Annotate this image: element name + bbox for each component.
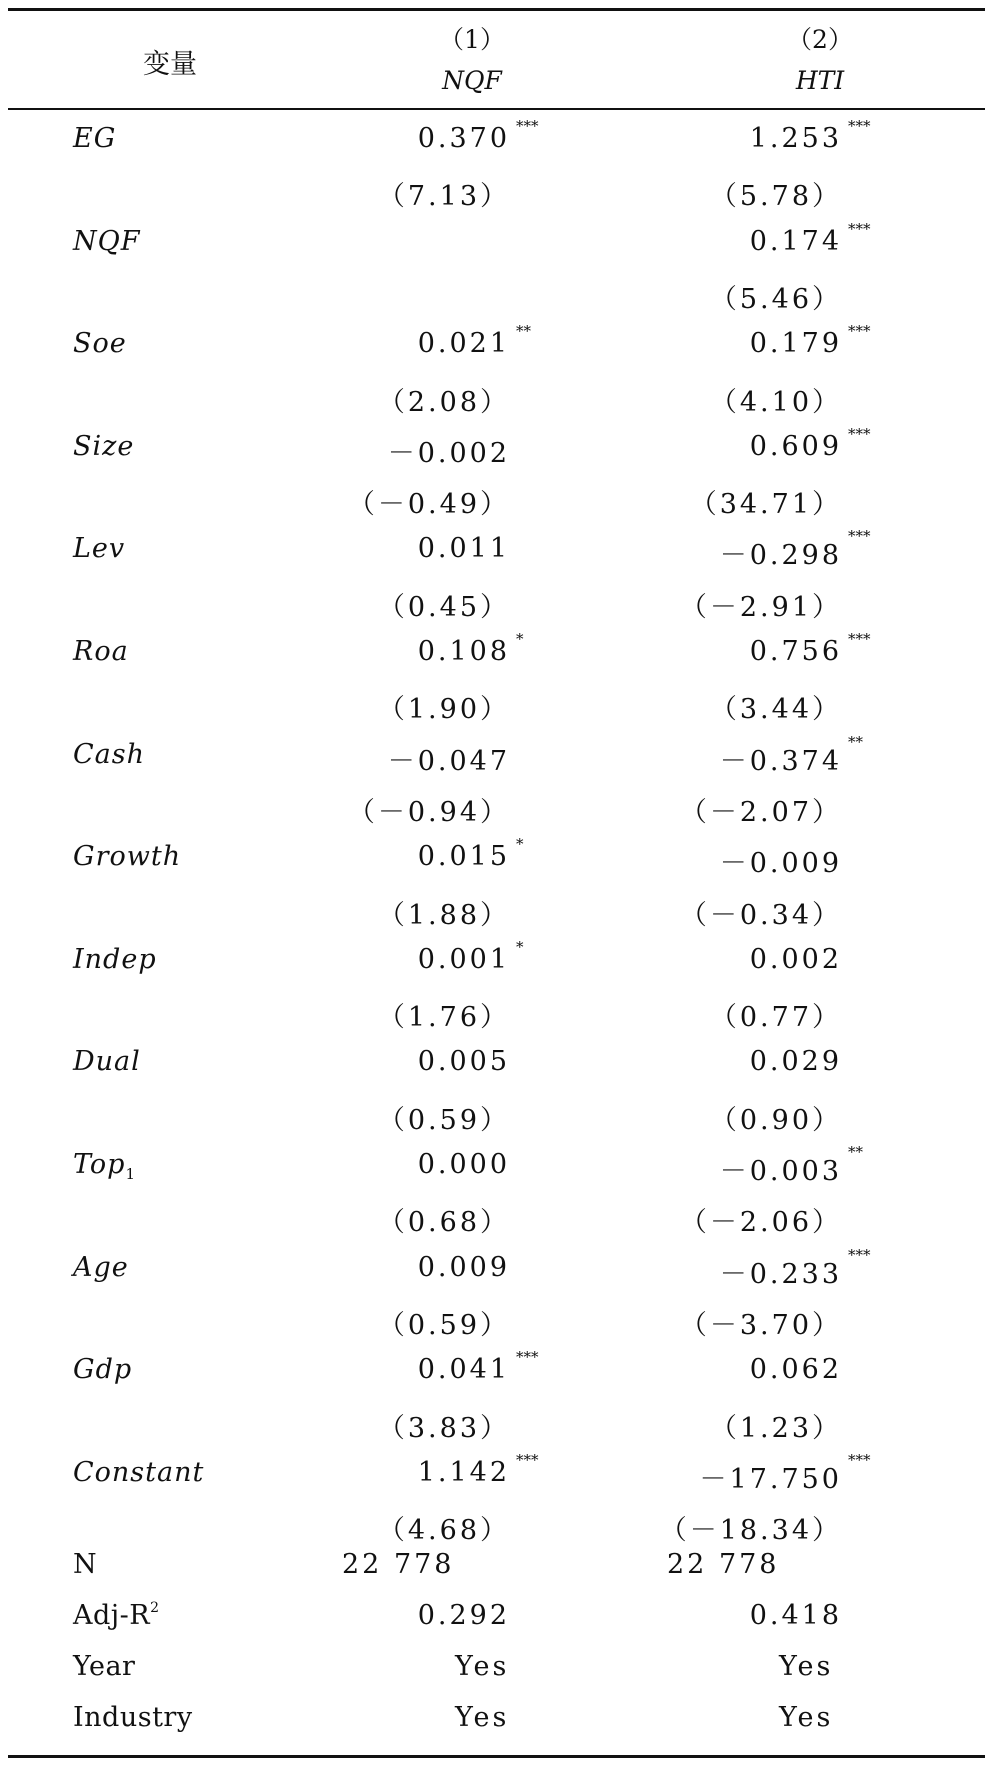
cell-col1 <box>378 1098 510 1137</box>
cell-value: （0.77） <box>709 1002 842 1034</box>
cell-value: 0.011 <box>417 533 510 565</box>
cell-col1 <box>378 995 510 1034</box>
cell-value: （－2.91） <box>679 591 842 623</box>
cell-col2 <box>719 1245 871 1291</box>
row-label <box>73 328 127 359</box>
cell-value: 0.041 <box>417 1354 510 1386</box>
row-label-text: Gdp <box>73 1354 133 1386</box>
cell-col2 <box>710 277 842 316</box>
header-rule <box>8 108 985 110</box>
row-label-text: Roa <box>73 636 129 667</box>
cell-value: 0.108 <box>417 636 510 667</box>
cell-value: －0.003 <box>719 1156 842 1187</box>
table-row <box>0 729 992 781</box>
cell-value: －0.374 <box>719 745 842 777</box>
significance-stars: *** <box>848 1450 871 1469</box>
cell-value: 0.002 <box>749 943 842 975</box>
cell-value: （1.90） <box>377 694 510 726</box>
row-label-text: Growth <box>73 841 182 873</box>
cell-value: 1.142 <box>417 1456 510 1488</box>
cell-col1: Yes <box>455 1702 510 1733</box>
cell-col1: 22 778 <box>342 1549 455 1580</box>
row-label <box>73 1600 160 1631</box>
cell-value: －0.233 <box>719 1258 842 1290</box>
cell-col2 <box>690 482 842 521</box>
cell-value: （0.45） <box>377 591 510 623</box>
cell-value: 0.609 <box>749 430 842 462</box>
cell-col1 <box>348 790 510 829</box>
table-row <box>0 831 992 883</box>
cell-col1 <box>417 1348 539 1386</box>
adj-r-superscript: 2 <box>150 1600 160 1616</box>
cell-col2 <box>749 117 871 154</box>
table-row <box>0 164 992 216</box>
cell-col2 <box>719 732 863 778</box>
cell-value: （－18.34） <box>659 1515 842 1547</box>
row-label: Year <box>73 1651 136 1682</box>
significance-stars: * <box>516 937 524 956</box>
cell-value: －0.002 <box>387 437 510 469</box>
significance-stars: *** <box>848 117 871 135</box>
cell-value: 1.253 <box>749 123 842 154</box>
significance-stars: *** <box>848 630 871 648</box>
table-row <box>0 1190 992 1242</box>
table-row <box>0 626 992 678</box>
row-label <box>73 944 157 975</box>
cell-col1 <box>417 1450 539 1488</box>
cell-value: （－0.34） <box>679 899 842 931</box>
row-label-subscript: 1 <box>125 1165 136 1183</box>
significance-stars: ** <box>848 732 863 751</box>
cell-value: 0.756 <box>749 636 842 667</box>
cell-col1 <box>417 322 531 360</box>
cell-col2 <box>719 527 871 572</box>
cell-col1 <box>378 380 510 419</box>
cell-value: （－3.70） <box>679 1309 842 1341</box>
significance-stars: *** <box>848 424 871 443</box>
row-label <box>73 1149 136 1183</box>
cell-col1 <box>388 739 510 778</box>
row-label-text: Soe <box>73 328 127 360</box>
row-label-text: Age <box>73 1251 129 1283</box>
cell-value: （4.68） <box>377 1515 510 1547</box>
row-label <box>73 123 116 154</box>
row-label <box>73 739 145 770</box>
cell-value: （7.13） <box>377 181 510 213</box>
cell-col2 <box>710 380 842 419</box>
row-label-text: Lev <box>73 533 126 565</box>
top-rule <box>8 8 985 11</box>
bottom-rule <box>8 1755 985 1758</box>
cell-col2 <box>750 1354 842 1385</box>
row-label <box>73 431 134 462</box>
row-label <box>73 1252 129 1283</box>
cell-value: 0.009 <box>417 1251 510 1283</box>
cell-col1 <box>418 533 510 564</box>
table-row <box>0 1036 992 1088</box>
row-label: Industry <box>73 1702 193 1733</box>
cell-col2 <box>680 893 842 932</box>
cell-value: （1.23） <box>709 1412 842 1444</box>
cell-value: 0.005 <box>417 1046 510 1078</box>
table-row <box>0 1293 992 1345</box>
cell-value: （34.71） <box>689 489 842 521</box>
column-2-number: （2） <box>787 25 853 54</box>
cell-col2 <box>750 1046 842 1077</box>
significance-stars: *** <box>516 117 539 135</box>
row-label: N <box>73 1549 98 1580</box>
cell-value: （－0.49） <box>347 489 510 521</box>
cell-value: 0.021 <box>417 328 510 360</box>
cell-col2 <box>749 322 871 360</box>
cell-value: （－0.94） <box>347 796 510 828</box>
cell-value: （0.59） <box>377 1309 510 1341</box>
cell-col1 <box>378 893 510 932</box>
table-row-industry <box>0 1692 992 1744</box>
cell-col1 <box>417 835 524 873</box>
cell-value: （2.08） <box>377 386 510 418</box>
significance-stars: *** <box>848 322 871 341</box>
cell-col2 <box>749 219 871 257</box>
cell-col2 <box>710 995 842 1034</box>
table-row <box>0 985 992 1037</box>
table-row <box>0 472 992 524</box>
cell-value: （0.90） <box>709 1104 842 1136</box>
cell-col1 <box>417 117 539 154</box>
row-label <box>73 1354 132 1385</box>
cell-col1 <box>418 1149 510 1180</box>
row-label-text: Indep <box>73 943 157 975</box>
significance-stars: *** <box>848 1245 871 1264</box>
cell-value: （5.78） <box>709 181 842 213</box>
row-label-text: Constant <box>73 1456 205 1488</box>
adj-r-text: Adj-R <box>73 1600 151 1631</box>
cell-value: 0.029 <box>749 1046 842 1078</box>
cell-col1 <box>378 174 510 213</box>
cell-col2 <box>710 1406 842 1445</box>
variable-header: 变量 <box>143 49 197 80</box>
cell-col2: Yes <box>779 1702 834 1733</box>
cell-col1 <box>417 937 524 975</box>
cell-value: 0.015 <box>417 841 510 873</box>
cell-value: （0.68） <box>377 1207 510 1239</box>
cell-col1: Yes <box>455 1651 510 1682</box>
table-row-adj-r2 <box>0 1590 992 1642</box>
cell-value: －0.009 <box>719 848 842 880</box>
cell-value: 0.179 <box>749 328 842 360</box>
table-row <box>0 1139 992 1191</box>
cell-col2 <box>680 790 842 829</box>
significance-stars: *** <box>848 219 871 238</box>
cell-col1 <box>417 630 524 667</box>
cell-col2: 0.418 <box>749 1600 842 1631</box>
cell-col2 <box>749 424 871 462</box>
row-label-text: Top <box>73 1149 126 1180</box>
table-row <box>0 113 992 165</box>
cell-col1 <box>348 482 510 521</box>
cell-col2 <box>699 1450 871 1496</box>
table-row <box>0 523 992 575</box>
cell-col1: 0.292 <box>417 1600 510 1631</box>
table-row <box>0 780 992 832</box>
cell-value: （－2.07） <box>679 796 842 828</box>
table-row <box>0 1088 992 1140</box>
significance-stars: ** <box>848 1143 863 1161</box>
cell-col2: 22 778 <box>667 1549 780 1580</box>
column-1-number: （1） <box>439 25 505 54</box>
row-label <box>73 1457 204 1488</box>
table-row <box>0 1344 992 1396</box>
cell-col2 <box>710 1098 842 1137</box>
table-row <box>0 370 992 422</box>
cell-value: （1.76） <box>377 1002 510 1034</box>
cell-col2 <box>680 585 842 624</box>
table-row <box>0 267 992 319</box>
significance-stars: ** <box>516 322 531 341</box>
table-row <box>0 934 992 986</box>
cell-value: （4.10） <box>709 386 842 418</box>
cell-col1 <box>378 687 510 726</box>
cell-col2 <box>680 1200 842 1239</box>
significance-stars: * <box>516 630 524 648</box>
row-label-text: Dual <box>73 1046 141 1078</box>
cell-value: 0.062 <box>749 1354 842 1386</box>
significance-stars: *** <box>516 1348 539 1367</box>
table-row <box>0 677 992 729</box>
table-row <box>0 216 992 268</box>
cell-value: （－2.06） <box>679 1207 842 1239</box>
significance-stars: * <box>516 835 524 854</box>
cell-value: 0.174 <box>749 225 842 257</box>
cell-value: （0.59） <box>377 1104 510 1136</box>
table-row-n <box>0 1539 992 1591</box>
cell-col2 <box>710 687 842 726</box>
row-label <box>73 636 129 667</box>
cell-value: －0.047 <box>387 745 510 777</box>
cell-col2 <box>749 630 871 667</box>
cell-col1 <box>418 1046 510 1077</box>
row-label-text: Size <box>73 430 135 462</box>
cell-value: （1.88） <box>377 899 510 931</box>
cell-col2: Yes <box>779 1651 834 1682</box>
cell-col2 <box>719 1143 863 1188</box>
row-label <box>73 226 141 257</box>
row-label <box>73 841 181 872</box>
row-label-text: NQF <box>73 225 141 257</box>
table-row <box>0 318 992 370</box>
cell-value: 0.000 <box>417 1149 510 1180</box>
cell-value: 0.370 <box>417 123 510 154</box>
column-1-name: NQF <box>442 66 502 95</box>
cell-col1 <box>388 431 510 470</box>
cell-value: （3.83） <box>377 1412 510 1444</box>
cell-col1 <box>378 1200 510 1239</box>
row-label <box>73 1046 141 1077</box>
cell-col1 <box>418 1252 510 1283</box>
column-2-name: HTI <box>795 66 845 95</box>
cell-col2 <box>710 174 842 213</box>
cell-value: －0.298 <box>719 540 842 572</box>
table-row <box>0 1396 992 1448</box>
cell-col2 <box>720 841 842 880</box>
cell-col1 <box>378 585 510 624</box>
table-row <box>0 1242 992 1294</box>
cell-value: （3.44） <box>709 694 842 726</box>
cell-value: （5.46） <box>709 283 842 315</box>
table-row-year <box>0 1641 992 1693</box>
cell-col2 <box>750 944 842 975</box>
cell-value: －17.750 <box>699 1463 842 1495</box>
significance-stars: *** <box>848 527 871 546</box>
cell-value: 0.001 <box>417 943 510 975</box>
row-label <box>73 533 125 564</box>
row-label-text: EG <box>73 123 117 154</box>
table-row <box>0 575 992 627</box>
table-row <box>0 1447 992 1499</box>
cell-col1 <box>378 1303 510 1342</box>
significance-stars: *** <box>516 1450 539 1469</box>
table-row <box>0 421 992 473</box>
row-label-text: Cash <box>73 738 146 770</box>
cell-col2 <box>680 1303 842 1342</box>
table-row <box>0 883 992 935</box>
cell-col1 <box>378 1406 510 1445</box>
